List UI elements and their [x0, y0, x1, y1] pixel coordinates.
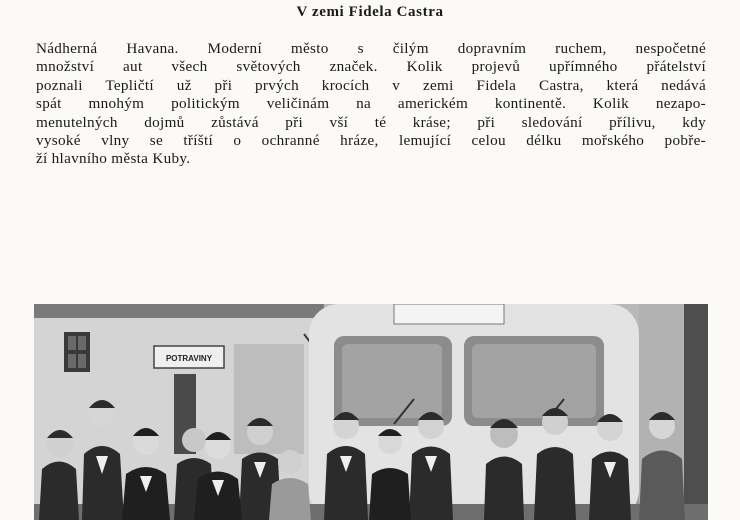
group-photo-illustration [34, 304, 708, 520]
paragraph-line: poznali Tepličtí už při prvých krocích v zemi Fidela Castra, která nedává [36, 76, 706, 94]
paragraph-line: množství aut všech světových značek. Kolik projevů upřímného přátelství [36, 58, 706, 76]
group-photo [34, 304, 708, 520]
shop-sign-text: POTRAVINY [165, 354, 213, 363]
paragraph-line: spát mnohým politickým veličinám na americkém kontinentě. Kolik nezapo- [36, 95, 706, 113]
article-paragraph [36, 40, 706, 169]
paragraph-line: vysoké vlny se tříští o ochranné hráze, lemující celou délku mořského pobře- [36, 132, 706, 150]
paragraph-line: menutelných dojmů zůstává při vší té kráse; při sledování přílivu, kdy [36, 113, 706, 131]
paragraph-line: ží hlavního města Kuby. [36, 150, 191, 168]
shop-sign [154, 346, 224, 368]
article-title: V zemi Fidela Castra [296, 4, 444, 20]
paragraph-line: Nádherná Havana. Moderní město s čilým dopravním ruchem, nespočetné [36, 40, 706, 57]
